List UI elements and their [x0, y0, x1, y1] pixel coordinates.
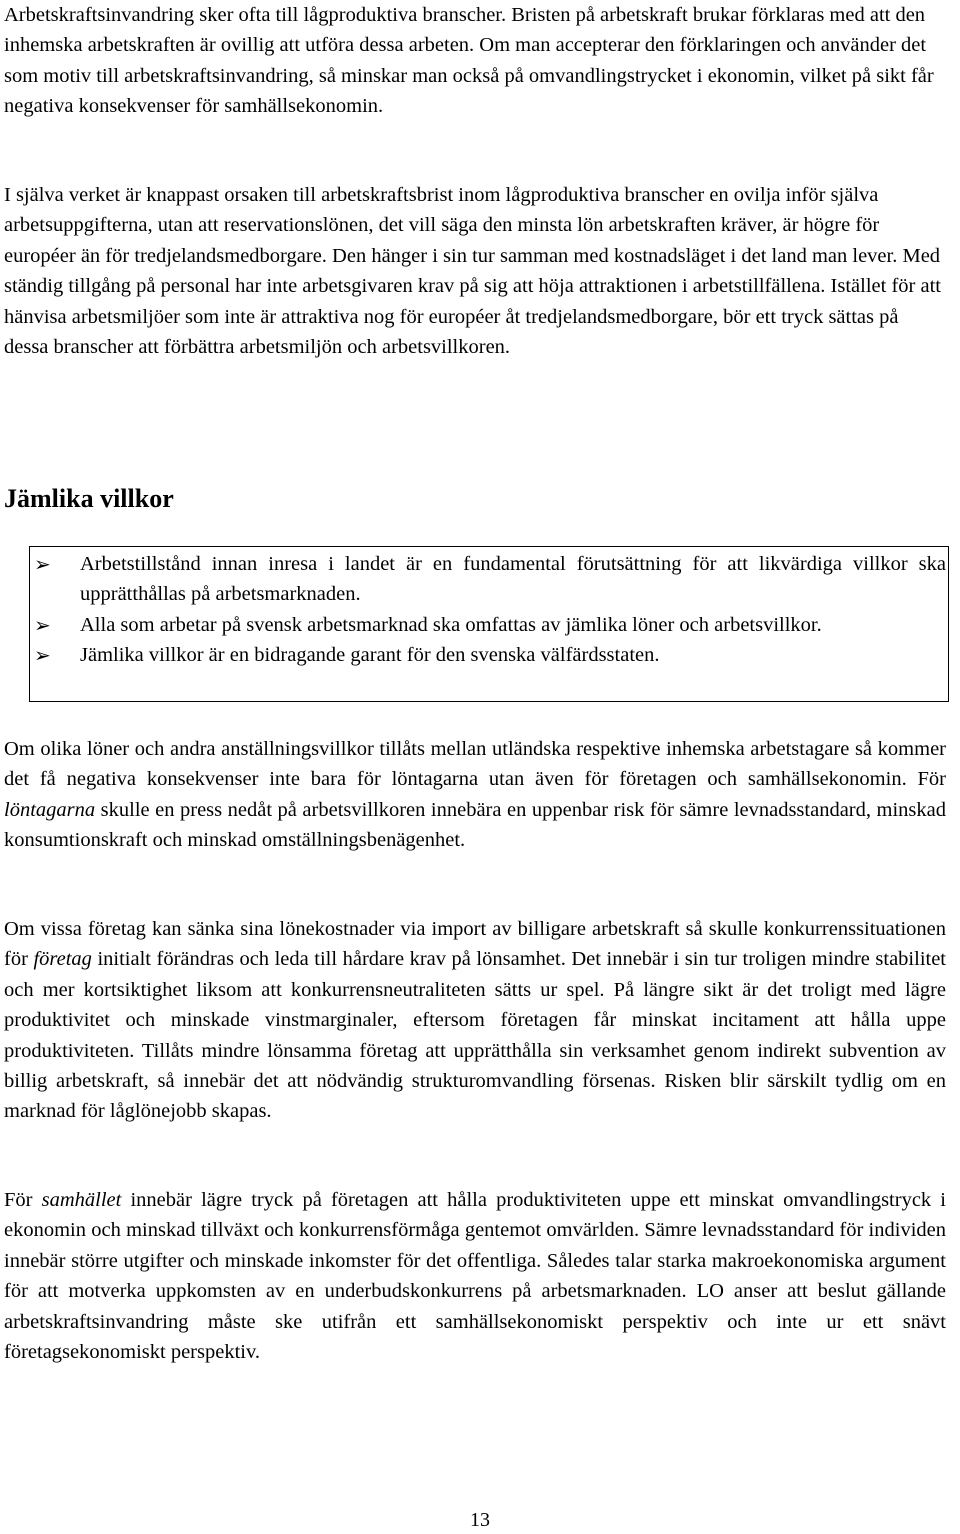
bullet-item-3 — [34, 640, 946, 670]
paragraph-5 — [4, 1185, 946, 1367]
paragraph-3 — [4, 734, 946, 856]
paragraph-text: Om olika löner och andra anställningsvillkor tillåts mellan utländska respektive inhemska arbetstagare så kommer det få negativa konsekvenser inte bara för löntagarna utan även för företagen och samhällsekonomin. För — [4, 738, 946, 791]
page-number: 13 — [470, 1509, 490, 1531]
bullet-text: Alla som arbetar på svensk arbetsmarknad ska omfattas av jämlika löner och arbetsvillkor. — [80, 613, 822, 636]
arrow-bullet-icon: ➢ — [34, 612, 51, 637]
paragraph-text: innebär lägre tryck på företagen att hålla produktiviteten uppe ett minskat omvandlingstryck i ekonomin och minskad tillväxt och konkurrensförmåga gentemot omvärlden. Sämre levnadsstandard för individen innebär större utgifter och minskade inkomster för det offentliga. Således talar starka makroekonomiska argument för att motverka uppkomsten av en underbudskonkurrens på arbetsmarknaden. LO anser att beslut gällande arbetskraftsinvandring måste ske utifrån ett samhällsekonomiskt perspektiv och inte ur ett snävt företagsekonomiskt perspektiv. — [4, 1189, 946, 1364]
paragraph-text: För — [4, 1189, 42, 1211]
emphasized-word: samhället — [41, 1189, 122, 1211]
arrow-bullet-icon: ➢ — [34, 552, 51, 576]
emphasized-word: företag — [33, 948, 92, 971]
paragraph-4 — [4, 914, 946, 1127]
bullet-box — [29, 546, 949, 702]
bullet-item-1 — [34, 549, 946, 610]
bullet-text: Jämlika villkor är en bidragande garant för den svenska välfärdsstaten. — [80, 644, 660, 667]
paragraph-text: skulle en press nedåt på arbetsvillkoren innebära en uppenbar risk för sämre levnadsstandard, minskad konsumtionskraft och minskad omställningsbenägenhet. — [4, 798, 946, 852]
section-heading: Jämlika villkor — [4, 484, 174, 513]
arrow-bullet-icon: ➢ — [34, 643, 51, 668]
emphasized-word: löntagarna — [4, 798, 96, 821]
paragraph-2: I själva verket är knappast orsaken till arbetskraftsbrist inom lågproduktiva branscher en ovilja inför själva arbetsuppgifterna, utan att reservationslönen, det vill säga den minsta lön arbetskraften kräver, är högre för européer än för tredjelandsmedborgare. Den hänger i sin tur samman med kostnadsläget i det land man lever. Med ständig tillgång på personal har inte arbetsgivaren krav på sig att höja attraktionen i arbetstillfällena. Istället för att hänvisa arbetsmiljöer som inte är attraktiva nog för européer åt tredjelandsmedborgare, bör ett tryck sättas på dessa branscher att förbättra arbetsmiljön och arbetsvillkoren. — [4, 184, 941, 359]
bullet-text: Arbetstillstånd innan inresa i landet är en fundamental förutsättning för att likvärdiga villkor ska upprätthållas på arbetsmarknaden. — [80, 553, 946, 606]
paragraph-text: Om vissa företag kan sänka sina lönekostnader via import av billigare arbetskraft så skulle konkurrenssituationen för — [4, 918, 946, 971]
bullet-item-2 — [34, 610, 946, 640]
paragraph-text: initialt förändras och leda till hårdare krav på lönsamhet. Det innebär i sin tur troligen mindre stabilitet och mer kortsiktighet liksom att konkurrensneutraliteten sätts ur spel. På längre sikt är det troligt med lägre produktivitet och minskade vinstmarginaler, eftersom företagen får minskat incitament att hålla uppe produktiviteten. Tillåts mindre lönsamma företag att upprätthålla sin verksamhet genom indirekt subvention av billig arbetskraft, så innebär det att nödvändig strukturomvandling försenas. Risken blir särskilt tydlig om en marknad för låglönejobb skapas. — [4, 948, 947, 1123]
paragraph-1: Arbetskraftsinvandring sker ofta till lågproduktiva branscher. Bristen på arbetskraft brukar förklaras med att den inhemska arbetskraften är ovillig att utföra dessa arbeten. Om man accepterar den förklaringen och använder det som motiv till arbetskraftsinvandring, så minskar man också på omvandlingstrycket i ekonomin, vilket på sikt får negativa konsekvenser för samhällsekonomin. — [4, 4, 934, 118]
